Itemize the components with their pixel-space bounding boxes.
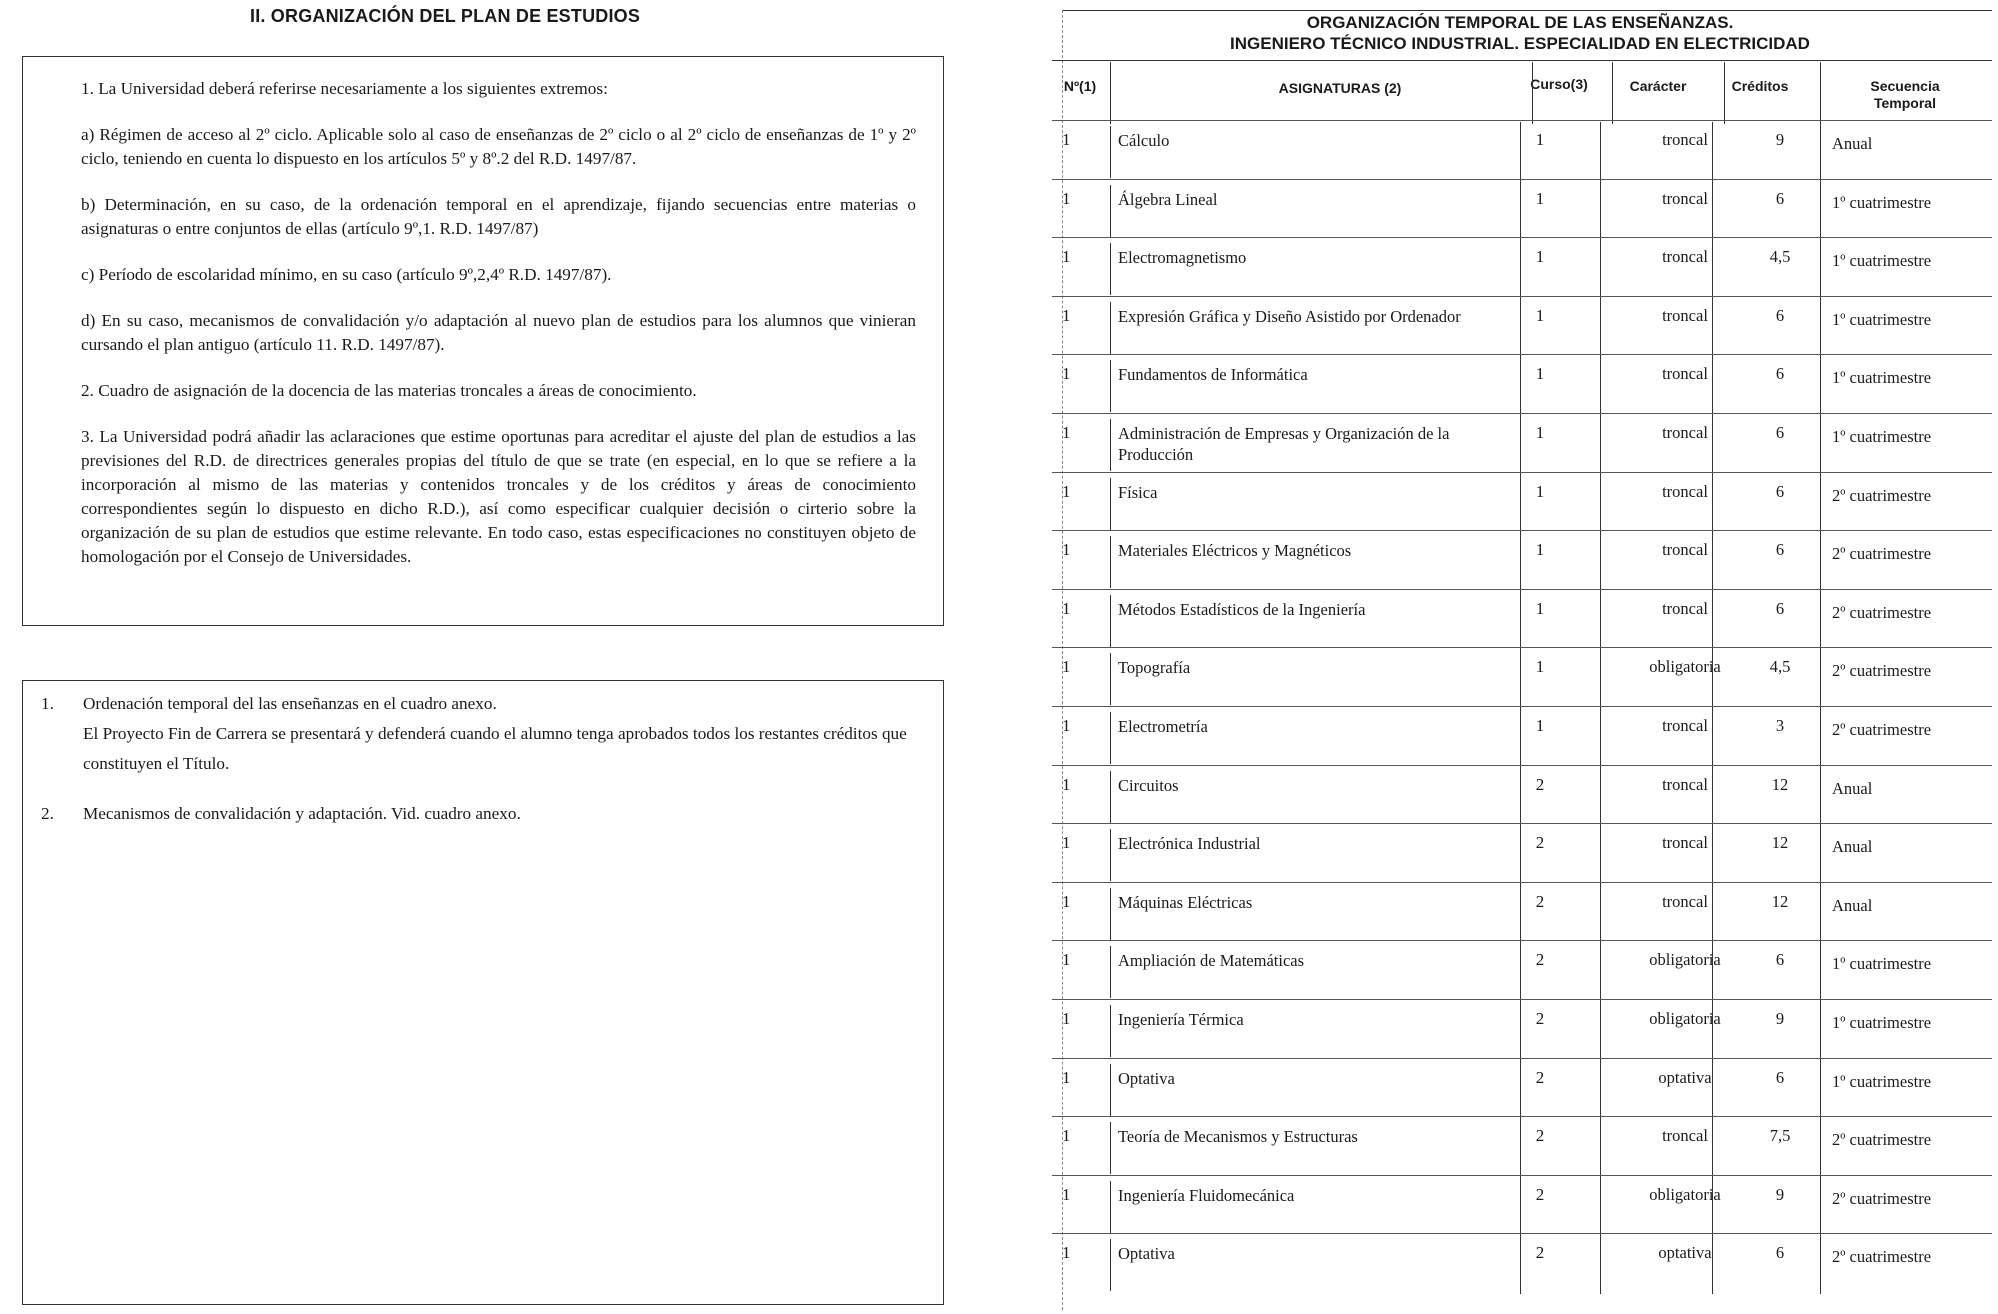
table-row <box>1052 649 1992 708</box>
row-number: 1 <box>1062 599 1071 618</box>
table-row <box>1052 942 1992 1001</box>
row-course: 1 <box>1535 482 1545 501</box>
row-number: 1 <box>1062 950 1071 969</box>
row-character: troncal <box>1662 833 1708 852</box>
row-subject: Ingeniería Fluidomecánica <box>1118 1186 1295 1205</box>
row-sequence: Anual <box>1832 134 1873 153</box>
row-credits: 4,5 <box>1769 247 1791 266</box>
row-credits: 6 <box>1775 482 1785 501</box>
column-rule <box>1820 649 1821 708</box>
row-credits: 6 <box>1775 423 1785 442</box>
row-character: troncal <box>1662 306 1708 325</box>
column-rule <box>1110 829 1111 881</box>
table-row <box>1052 1235 1992 1294</box>
row-credits: 4,5 <box>1769 657 1791 676</box>
column-rule <box>1820 1001 1821 1060</box>
header-character: Carácter <box>1629 78 1687 94</box>
column-rule <box>1712 1001 1713 1060</box>
instruction-paragraph: 3. La Universidad podrá añadir las aclaraciones que estime oportunas para acreditar el ajuste del plan de estudios a las previsiones del R.D. de directrices generales propias del título de que se trate (en especial, en lo que se refiere a la incorporación al mismo de las materias y contenidos troncales y de los créditos y áreas de conocimiento correspondientes según lo dispuesto en dicho R.D.), así como especificar cualquier decisión o cirterio sobre la organización de su plan de estudios que estime relevante. En todo caso, estas especificaciones no constituyen objeto de homologación por el Consejo de Universidades. <box>81 427 916 566</box>
row-number: 1 <box>1062 1126 1071 1145</box>
row-sequence: 1º cuatrimestre <box>1832 310 1932 329</box>
column-rule <box>1712 298 1713 357</box>
row-credits: 12 <box>1771 833 1789 852</box>
table-row <box>1052 825 1992 884</box>
column-rule <box>1520 942 1521 1001</box>
column-rule <box>1520 1060 1521 1119</box>
row-separator <box>1052 1175 1992 1176</box>
table-row <box>1052 767 1992 826</box>
column-rule <box>1712 356 1713 415</box>
column-rule <box>1600 767 1601 826</box>
column-rule <box>1520 825 1521 884</box>
row-character: troncal <box>1662 364 1708 383</box>
column-rule <box>1520 298 1521 357</box>
row-sequence: Anual <box>1832 896 1873 915</box>
row-course: 1 <box>1535 130 1545 149</box>
table-row <box>1052 532 1992 591</box>
row-subject: Expresión Gráfica y Diseño Asistido por Ordenador <box>1118 307 1461 326</box>
row-subject: Optativa <box>1118 1069 1175 1088</box>
column-rule <box>1520 1235 1521 1294</box>
table-row <box>1052 298 1992 357</box>
column-rule <box>1712 1177 1713 1236</box>
row-credits: 6 <box>1775 599 1785 618</box>
row-character: troncal <box>1662 716 1708 735</box>
row-separator <box>1052 179 1992 180</box>
column-rule <box>1712 122 1713 181</box>
column-rule <box>1110 1005 1111 1057</box>
column-rule <box>1110 243 1111 295</box>
row-subject: Teoría de Mecanismos y Estructuras <box>1118 1127 1358 1146</box>
page-title: II. ORGANIZACIÓN DEL PLAN DE ESTUDIOS <box>250 6 641 26</box>
row-course: 2 <box>1535 1243 1545 1262</box>
column-rule <box>1820 532 1821 591</box>
column-rule <box>1712 1060 1713 1119</box>
column-rule <box>1820 298 1821 357</box>
column-rule <box>1520 181 1521 240</box>
row-character: obligatoria <box>1649 657 1721 676</box>
column-rule <box>1600 532 1601 591</box>
column-rule <box>1820 415 1821 474</box>
row-character: troncal <box>1662 482 1708 501</box>
column-rule <box>1712 1118 1713 1177</box>
row-character: optativa <box>1658 1243 1712 1262</box>
row-number: 1 <box>1062 130 1071 149</box>
row-subject: Métodos Estadísticos de la Ingeniería <box>1118 600 1366 619</box>
row-separator <box>1052 296 1992 297</box>
column-rule <box>1820 1235 1821 1294</box>
column-rule <box>1520 122 1521 181</box>
row-number: 1 <box>1062 833 1071 852</box>
row-separator <box>1052 413 1992 414</box>
answer-line: El Proyecto Fin de Carrera se presentará y defenderá cuando el alumno tenga aprobados todos los restantes créditos que constituyen el Título. <box>83 724 907 773</box>
row-character: troncal <box>1662 599 1708 618</box>
row-number: 1 <box>1062 364 1071 383</box>
header-num: Nº(1) <box>1063 78 1097 94</box>
row-credits: 6 <box>1775 189 1785 208</box>
column-rule <box>1520 474 1521 533</box>
column-rule <box>1600 1001 1601 1060</box>
column-rule <box>1712 239 1713 298</box>
row-sequence: 1º cuatrimestre <box>1832 954 1932 973</box>
row-credits: 6 <box>1775 364 1785 383</box>
row-number: 1 <box>1062 775 1071 794</box>
row-separator <box>1052 765 1992 766</box>
row-separator <box>1052 237 1992 238</box>
column-rule <box>1600 239 1601 298</box>
column-rule <box>1600 181 1601 240</box>
row-character: troncal <box>1662 540 1708 559</box>
column-rule <box>1712 649 1713 708</box>
row-number: 1 <box>1062 247 1071 266</box>
row-number: 1 <box>1062 1068 1071 1087</box>
table-row <box>1052 1118 1992 1177</box>
column-rule <box>1600 415 1601 474</box>
row-character: troncal <box>1662 1126 1708 1145</box>
table-row <box>1052 1177 1992 1236</box>
table-row <box>1052 356 1992 415</box>
row-number: 1 <box>1062 657 1071 676</box>
row-separator <box>1052 706 1992 707</box>
row-sequence: 2º cuatrimestre <box>1832 661 1932 680</box>
row-character: obligatoria <box>1649 1009 1721 1028</box>
row-credits: 12 <box>1771 775 1789 794</box>
answer-number: 1. <box>41 694 54 713</box>
instruction-paragraph: a) Régimen de acceso al 2º ciclo. Aplicable solo al caso de enseñanzas de 2º ciclo o al 2º ciclo de enseñanzas de 1º y 2º ciclo, teniendo en cuenta lo dispuesto en los artículos 5º y 8º.2 del R.D. 1497/87. <box>81 125 916 168</box>
answer-number: 2. <box>41 804 54 823</box>
row-subject: Física <box>1118 483 1158 502</box>
column-rule <box>1110 478 1111 530</box>
row-character: troncal <box>1662 189 1708 208</box>
column-rule <box>1520 532 1521 591</box>
row-credits: 6 <box>1775 306 1785 325</box>
column-rule <box>1600 298 1601 357</box>
table-row <box>1052 708 1992 767</box>
column-rule <box>1110 185 1111 237</box>
row-subject: Ampliación de Matemáticas <box>1118 951 1305 970</box>
row-number: 1 <box>1062 482 1071 501</box>
row-credits: 7,5 <box>1769 1126 1791 1145</box>
column-rule <box>1600 122 1601 181</box>
instruction-paragraph: d) En su caso, mecanismos de convalidación y/o adaptación al nuevo plan de estudios para los alumnos que vinieran cursando el plan antiguo (artículo 11. R.D. 1497/87). <box>81 311 916 354</box>
row-sequence: 2º cuatrimestre <box>1832 1247 1932 1266</box>
column-rule <box>1820 122 1821 181</box>
header-course: Curso(3) <box>1530 76 1588 92</box>
row-sequence: 1º cuatrimestre <box>1832 368 1932 387</box>
row-course: 2 <box>1535 1185 1545 1204</box>
row-sequence: 2º cuatrimestre <box>1832 544 1932 563</box>
column-rule <box>1712 181 1713 240</box>
row-course: 2 <box>1535 1126 1545 1145</box>
column-rule <box>1712 825 1713 884</box>
column-rule <box>1712 532 1713 591</box>
column-rule <box>1820 825 1821 884</box>
row-number: 1 <box>1062 189 1071 208</box>
answers-box <box>22 680 944 1305</box>
table-row <box>1052 591 1992 650</box>
row-subject: Electromagnetismo <box>1118 248 1247 267</box>
row-subject: Electrónica Industrial <box>1118 834 1261 853</box>
row-course: 1 <box>1535 247 1545 266</box>
row-credits: 6 <box>1775 1243 1785 1262</box>
table-row <box>1052 884 1992 943</box>
header-sep <box>1110 62 1111 124</box>
row-course: 2 <box>1535 1009 1545 1028</box>
row-subject: Circuitos <box>1118 776 1179 795</box>
column-rule <box>1820 239 1821 298</box>
column-rule <box>1110 1122 1111 1174</box>
column-rule <box>1712 884 1713 943</box>
column-rule <box>1520 1177 1521 1236</box>
row-number: 1 <box>1062 1009 1071 1028</box>
row-character: troncal <box>1662 247 1708 266</box>
table-row <box>1052 122 1992 181</box>
column-rule <box>1110 888 1111 940</box>
row-subject: Máquinas Eléctricas <box>1118 893 1253 912</box>
row-number: 1 <box>1062 423 1071 442</box>
column-rule <box>1820 356 1821 415</box>
row-sequence: 2º cuatrimestre <box>1832 486 1932 505</box>
row-character: troncal <box>1662 130 1708 149</box>
column-rule <box>1110 419 1111 471</box>
row-sequence: 2º cuatrimestre <box>1832 603 1932 622</box>
column-rule <box>1110 126 1111 178</box>
row-sequence: Anual <box>1832 837 1873 856</box>
row-character: troncal <box>1662 892 1708 911</box>
table-row <box>1052 415 1992 474</box>
row-sequence: 1º cuatrimestre <box>1832 193 1932 212</box>
column-rule <box>1600 1060 1601 1119</box>
column-rule <box>1520 239 1521 298</box>
column-rule <box>1600 884 1601 943</box>
column-rule <box>1820 1060 1821 1119</box>
row-course: 2 <box>1535 950 1545 969</box>
row-credits: 6 <box>1775 1068 1785 1087</box>
column-rule <box>1110 360 1111 412</box>
row-course: 1 <box>1535 189 1545 208</box>
row-separator <box>1052 1233 1992 1234</box>
table-row <box>1052 239 1992 298</box>
row-credits: 6 <box>1775 540 1785 559</box>
row-course: 1 <box>1535 657 1545 676</box>
answer-line: Mecanismos de convalidación y adaptación. Vid. cuadro anexo. <box>83 804 521 823</box>
header-sep <box>1532 62 1533 124</box>
column-rule <box>1520 649 1521 708</box>
row-course: 1 <box>1535 423 1545 442</box>
column-rule <box>1600 1177 1601 1236</box>
column-rule <box>1520 1118 1521 1177</box>
column-rule <box>1820 181 1821 240</box>
column-rule <box>1820 708 1821 767</box>
instruction-paragraph: 2. Cuadro de asignación de la docencia de las materias troncales a áreas de conocimiento. <box>81 381 697 400</box>
row-sequence: 2º cuatrimestre <box>1832 1189 1932 1208</box>
row-character: troncal <box>1662 423 1708 442</box>
row-credits: 12 <box>1771 892 1789 911</box>
row-subject: Materiales Eléctricos y Magnéticos <box>1118 541 1352 560</box>
table-title-line1: ORGANIZACIÓN TEMPORAL DE LAS ENSEÑANZAS. <box>1306 13 1734 32</box>
table-row <box>1052 474 1992 533</box>
header-sequence <box>1830 78 1980 112</box>
row-sequence: 1º cuatrimestre <box>1832 427 1932 446</box>
instruction-paragraph: b) Determinación, en su caso, de la ordenación temporal en el aprendizaje, fijando secuencias entre materias o asignaturas o entre conjuntos de ellas (artículo 9º,1. R.D. 1497/87) <box>81 195 916 238</box>
row-course: 1 <box>1535 540 1545 559</box>
row-credits: 9 <box>1775 1009 1785 1028</box>
column-rule <box>1110 302 1111 354</box>
instructions-content <box>81 77 916 591</box>
column-rule <box>1110 771 1111 823</box>
row-course: 1 <box>1535 364 1545 383</box>
row-sequence: 1º cuatrimestre <box>1832 1072 1932 1091</box>
column-rule <box>1600 708 1601 767</box>
table-row <box>1052 1060 1992 1119</box>
column-rule <box>1600 825 1601 884</box>
row-separator <box>1052 472 1992 473</box>
column-rule <box>1600 591 1601 650</box>
row-subject: Administración de Empresas y Organización de la Producción <box>1118 424 1450 464</box>
row-separator <box>1052 940 1992 941</box>
row-subject: Topografía <box>1118 658 1191 677</box>
row-course: 2 <box>1535 1068 1545 1087</box>
column-rule <box>1820 942 1821 1001</box>
column-rule <box>1600 942 1601 1001</box>
column-rule <box>1110 653 1111 705</box>
row-number: 1 <box>1062 1243 1071 1262</box>
row-course: 2 <box>1535 833 1545 852</box>
row-sequence: 2º cuatrimestre <box>1832 1130 1932 1149</box>
column-rule <box>1520 415 1521 474</box>
table-row <box>1052 181 1992 240</box>
row-subject: Electrometría <box>1118 717 1208 736</box>
column-rule <box>1712 708 1713 767</box>
answer-line: Ordenación temporal del las enseñanzas en el cuadro anexo. <box>83 694 497 713</box>
header-credits: Créditos <box>1731 78 1789 94</box>
table-title-line2: INGENIERO TÉCNICO INDUSTRIAL. ESPECIALIDAD EN ELECTRICIDAD <box>1230 34 1810 53</box>
row-separator <box>1052 530 1992 531</box>
column-rule <box>1820 767 1821 826</box>
instructions-box <box>22 56 944 626</box>
header-sep <box>1724 62 1725 124</box>
row-subject: Fundamentos de Informática <box>1118 365 1308 384</box>
row-separator <box>1052 999 1992 1000</box>
row-credits: 9 <box>1775 130 1785 149</box>
column-rule <box>1820 884 1821 943</box>
row-course: 1 <box>1535 599 1545 618</box>
table-row <box>1052 1001 1992 1060</box>
column-rule <box>1820 474 1821 533</box>
row-credits: 9 <box>1775 1185 1785 1204</box>
column-rule <box>1600 356 1601 415</box>
table-frame-top-line <box>1062 10 1992 11</box>
column-rule <box>1600 474 1601 533</box>
row-character: troncal <box>1662 775 1708 794</box>
row-course: 1 <box>1535 716 1545 735</box>
header-sequence-line2: Temporal <box>1874 95 1936 111</box>
row-separator <box>1052 647 1992 648</box>
row-number: 1 <box>1062 540 1071 559</box>
row-credits: 3 <box>1775 716 1785 735</box>
row-subject: Álgebra Lineal <box>1118 190 1218 209</box>
column-rule <box>1110 1239 1111 1291</box>
row-separator <box>1052 1116 1992 1117</box>
column-rule <box>1110 1181 1111 1233</box>
column-rule <box>1520 884 1521 943</box>
row-sequence: 2º cuatrimestre <box>1832 720 1932 739</box>
row-subject: Optativa <box>1118 1244 1175 1263</box>
row-character: obligatoria <box>1649 950 1721 969</box>
instruction-paragraph: 1. La Universidad deberá referirse necesariamente a los siguientes extremos: <box>81 79 608 98</box>
row-sequence: 1º cuatrimestre <box>1832 251 1932 270</box>
row-credits: 6 <box>1775 950 1785 969</box>
column-rule <box>1520 591 1521 650</box>
column-rule <box>1110 1064 1111 1116</box>
table-title <box>1140 12 1900 54</box>
row-separator <box>1052 589 1992 590</box>
column-rule <box>1520 356 1521 415</box>
row-number: 1 <box>1062 306 1071 325</box>
row-subject: Ingeniería Térmica <box>1118 1010 1244 1029</box>
row-number: 1 <box>1062 892 1071 911</box>
row-separator <box>1052 882 1992 883</box>
row-course: 2 <box>1535 775 1545 794</box>
column-rule <box>1712 1235 1713 1294</box>
column-rule <box>1712 942 1713 1001</box>
row-sequence: Anual <box>1832 779 1873 798</box>
column-rule <box>1600 1235 1601 1294</box>
column-rule <box>1712 415 1713 474</box>
row-separator <box>1052 823 1992 824</box>
column-rule <box>1520 767 1521 826</box>
instruction-paragraph: c) Período de escolaridad mínimo, en su caso (artículo 9º,2,4º R.D. 1497/87). <box>81 265 612 284</box>
header-top-line <box>1052 60 1992 61</box>
column-rule <box>1600 649 1601 708</box>
row-separator <box>1052 120 1992 121</box>
row-number: 1 <box>1062 716 1071 735</box>
column-rule <box>1110 712 1111 764</box>
column-rule <box>1820 591 1821 650</box>
row-character: obligatoria <box>1649 1185 1721 1204</box>
column-rule <box>1520 708 1521 767</box>
column-rule <box>1712 591 1713 650</box>
column-rule <box>1712 767 1713 826</box>
header-sequence-line1: Secuencia <box>1870 78 1940 94</box>
column-rule <box>1520 1001 1521 1060</box>
header-sep <box>1612 62 1613 124</box>
column-rule <box>1820 1177 1821 1236</box>
column-rule <box>1110 595 1111 647</box>
row-separator <box>1052 354 1992 355</box>
row-subject: Cálculo <box>1118 131 1170 150</box>
row-separator <box>1052 1058 1992 1059</box>
header-subject: ASIGNATURAS (2) <box>1278 80 1402 96</box>
row-character: optativa <box>1658 1068 1712 1087</box>
row-sequence: 1º cuatrimestre <box>1832 1013 1932 1032</box>
column-rule <box>1820 1118 1821 1177</box>
column-rule <box>1110 946 1111 998</box>
row-number: 1 <box>1062 1185 1071 1204</box>
header-sep <box>1820 62 1821 124</box>
column-rule <box>1600 1118 1601 1177</box>
row-course: 2 <box>1535 892 1545 911</box>
column-rule <box>1712 474 1713 533</box>
row-course: 1 <box>1535 306 1545 325</box>
column-rule <box>1110 536 1111 588</box>
